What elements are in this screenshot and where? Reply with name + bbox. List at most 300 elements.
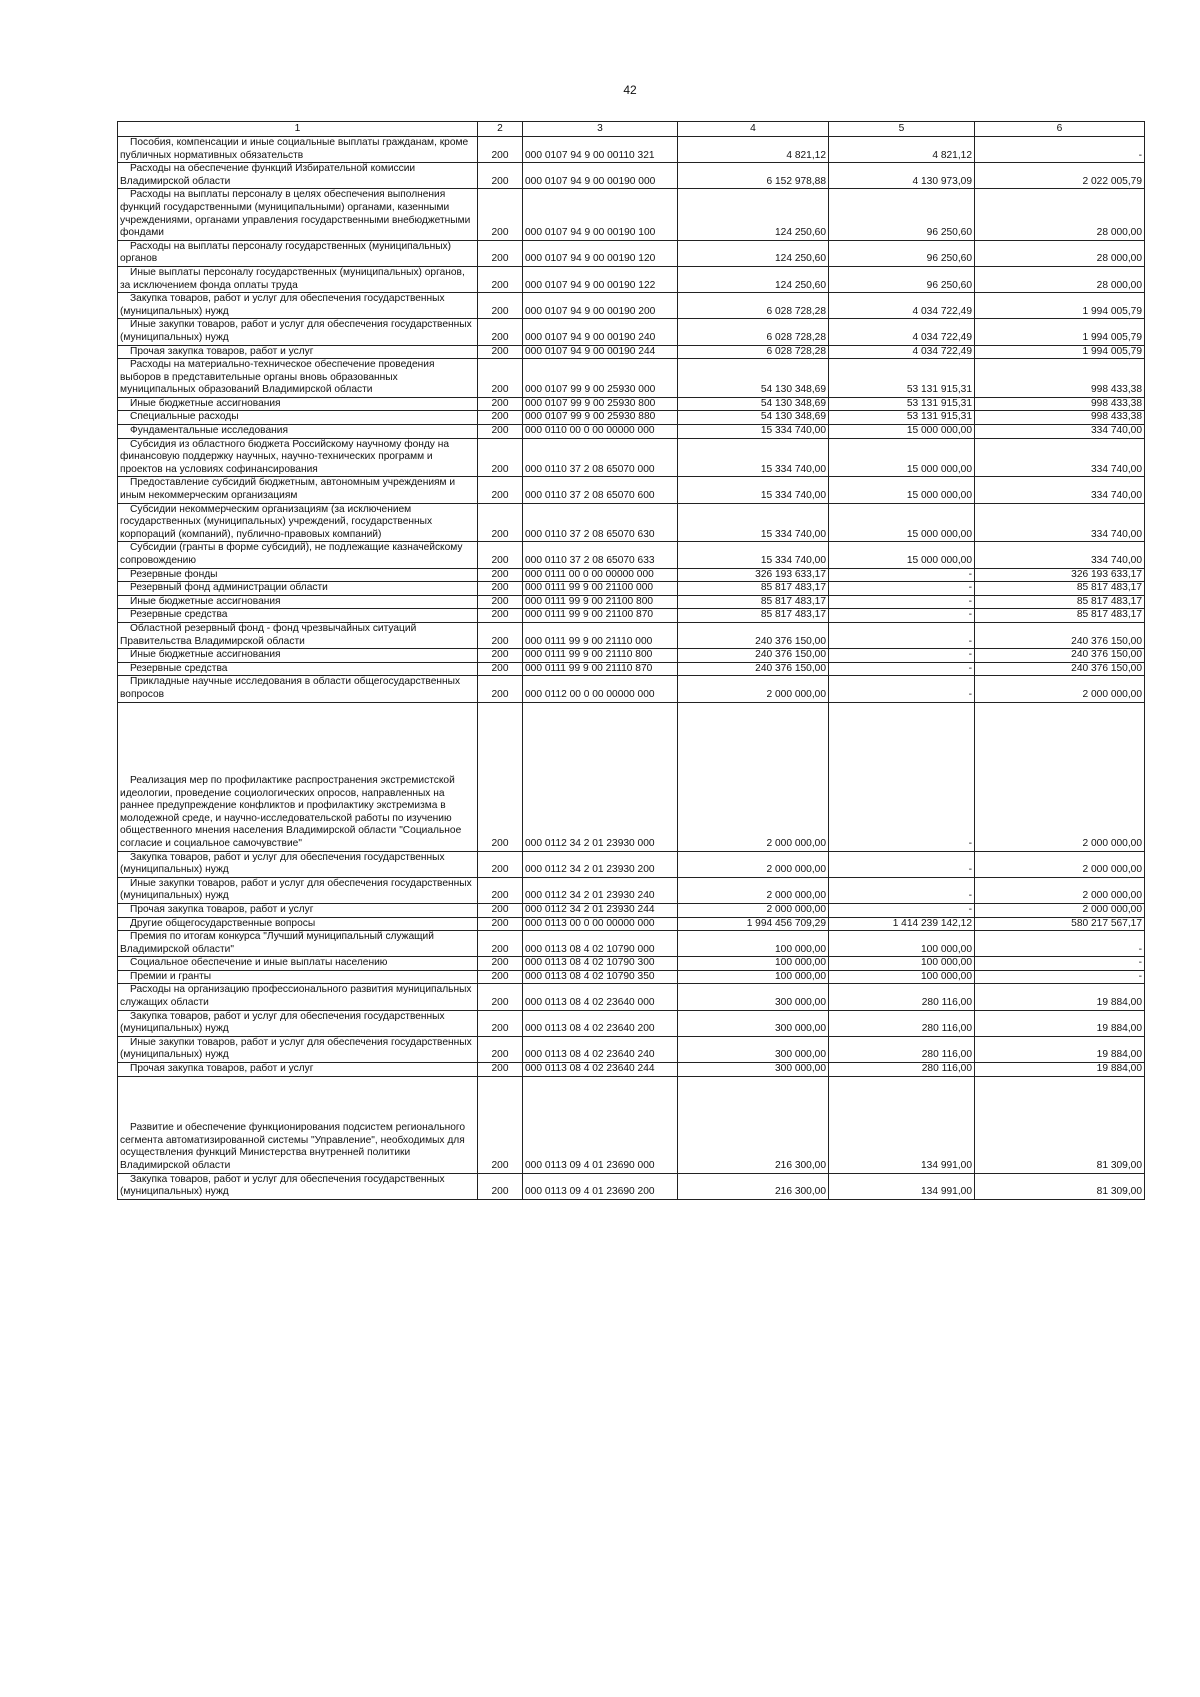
row-name-text: Иные бюджетные ассигнования [130,649,281,661]
row-column-2: 200 [478,425,523,439]
row-amount-5: 4 034 722,49 [829,319,975,345]
row-name [118,1036,478,1062]
row-name-text: Расходы на обеспечение функций Избирательной комиссии Владимирской области [120,163,416,187]
row-name [118,649,478,663]
row-name-text: Прочая закупка товаров, работ и услуг [130,903,314,915]
table-row [118,1076,1145,1173]
page-number: 42 [623,83,637,97]
table-row [118,609,1145,623]
row-amount-4: 240 376 150,00 [678,662,829,676]
row-amount-5: 1 414 239 142,12 [829,917,975,931]
row-amount-4: 240 376 150,00 [678,649,829,663]
row-column-2: 200 [478,397,523,411]
row-amount-4: 326 193 633,17 [678,568,829,582]
row-name [118,293,478,319]
header-col-3: 3 [523,122,678,137]
row-name [118,1173,478,1199]
table-row [118,542,1145,568]
row-name [118,1063,478,1077]
row-amount-4: 2 000 000,00 [678,903,829,917]
row-amount-5: 280 116,00 [829,984,975,1010]
table-row [118,676,1145,702]
row-amount-5: 53 131 915,31 [829,411,975,425]
row-amount-5: 100 000,00 [829,970,975,984]
table-row [118,1036,1145,1062]
row-code: 000 0110 37 2 08 65070 600 [523,477,678,503]
row-column-2: 200 [478,293,523,319]
row-name-text: Иные закупки товаров, работ и услуг для обеспечения государственных (муниципальных) нужд [120,319,472,343]
row-code: 000 0113 08 4 02 10790 000 [523,931,678,957]
row-amount-5: - [829,662,975,676]
row-amount-6: 334 740,00 [975,542,1145,568]
row-name-text: Закупка товаров, работ и услуг для обеспечения государственных (муниципальных) нужд [120,1010,445,1035]
row-code: 000 0110 37 2 08 65070 630 [523,503,678,542]
row-amount-5: 96 250,60 [829,240,975,266]
row-amount-4: 15 334 740,00 [678,542,829,568]
row-amount-5: 15 000 000,00 [829,503,975,542]
row-column-2: 200 [478,477,523,503]
row-amount-6: 28 000,00 [975,240,1145,266]
row-name-text: Иные закупки товаров, работ и услуг для обеспечения государственных (муниципальных) нужд [120,877,472,902]
row-amount-6: 1 994 005,79 [975,293,1145,319]
row-column-2: 200 [478,1173,523,1199]
row-amount-5: - [829,595,975,609]
row-amount-6: 2 000 000,00 [975,676,1145,702]
row-amount-4: 2 000 000,00 [678,702,829,851]
row-column-2: 200 [478,503,523,542]
row-column-2: 200 [478,568,523,582]
row-name [118,917,478,931]
row-code: 000 0107 94 9 00 00110 321 [523,137,678,163]
row-amount-6: 334 740,00 [975,503,1145,542]
row-code: 000 0107 99 9 00 25930 800 [523,397,678,411]
table-row [118,582,1145,596]
row-name [118,970,478,984]
row-code: 000 0107 99 9 00 25930 000 [523,359,678,398]
row-name-text: Иные бюджетные ассигнования [130,595,281,607]
row-name [118,1010,478,1036]
row-name [118,931,478,957]
row-column-2: 200 [478,984,523,1010]
row-amount-6: 1 994 005,79 [975,345,1145,359]
row-name-text: Субсидия из областного бюджета Российскому научному фонду на финансовую поддержку научных, научно-технических программ и проектов на условиях софинансирования [120,438,450,475]
row-name-text: Закупка товаров, работ и услуг для обеспечения государственных (муниципальных) нужд [120,851,445,876]
row-name [118,542,478,568]
row-name-text: Прочая закупка товаров, работ и услуг [130,1063,314,1075]
row-name [118,662,478,676]
row-column-2: 200 [478,137,523,163]
row-code: 000 0111 00 0 00 00000 000 [523,568,678,582]
row-code: 000 0107 99 9 00 25930 880 [523,411,678,425]
table-row [118,702,1145,851]
row-code: 000 0112 34 2 01 23930 200 [523,851,678,877]
row-amount-4: 100 000,00 [678,957,829,971]
row-name-text: Иные выплаты персоналу государственных (муниципальных) органов, за исключением фонда оплаты труда [120,266,465,291]
row-code: 000 0111 99 9 00 21110 870 [523,662,678,676]
row-amount-6: 998 433,38 [975,397,1145,411]
row-amount-5: 15 000 000,00 [829,438,975,477]
row-column-2: 200 [478,595,523,609]
row-amount-6: 326 193 633,17 [975,568,1145,582]
row-amount-6: 240 376 150,00 [975,649,1145,663]
table-row [118,397,1145,411]
table-row [118,438,1145,477]
table-row [118,503,1145,542]
row-amount-5: 280 116,00 [829,1036,975,1062]
row-amount-6: - [975,970,1145,984]
table-row [118,477,1145,503]
header-col-6: 6 [975,122,1145,137]
row-name [118,851,478,877]
row-amount-6: 28 000,00 [975,266,1145,292]
row-amount-4: 300 000,00 [678,1063,829,1077]
table-row [118,851,1145,877]
row-amount-4: 85 817 483,17 [678,595,829,609]
row-column-2: 200 [478,702,523,851]
row-amount-5: 96 250,60 [829,266,975,292]
row-code: 000 0111 99 9 00 21100 800 [523,595,678,609]
table-row [118,984,1145,1010]
table-row [118,568,1145,582]
row-name [118,411,478,425]
row-amount-5: 96 250,60 [829,189,975,240]
row-amount-4: 2 000 000,00 [678,877,829,903]
row-name-text: Расходы на организацию профессионального развития муниципальных служащих области [120,984,472,1009]
row-amount-6: - [975,957,1145,971]
row-name-text: Областной резервный фонд - фонд чрезвычайных ситуаций Правительства Владимирской области [120,622,417,647]
row-name-text: Резервные средства [130,662,228,674]
row-amount-6: 28 000,00 [975,189,1145,240]
row-column-2: 200 [478,877,523,903]
table-row [118,662,1145,676]
table-row [118,266,1145,292]
row-amount-6: 81 309,00 [975,1173,1145,1199]
row-amount-6: 2 000 000,00 [975,877,1145,903]
row-code: 000 0113 08 4 02 23640 244 [523,1063,678,1077]
row-name-text: Социальное обеспечение и иные выплаты населению [130,957,388,969]
row-code: 000 0112 34 2 01 23930 000 [523,702,678,851]
row-amount-5: 4 821,12 [829,137,975,163]
row-amount-4: 300 000,00 [678,984,829,1010]
row-code: 000 0107 94 9 00 00190 000 [523,163,678,189]
table-row [118,622,1145,648]
row-column-2: 200 [478,917,523,931]
row-amount-6: 85 817 483,17 [975,595,1145,609]
row-amount-5: 280 116,00 [829,1063,975,1077]
row-amount-4: 15 334 740,00 [678,477,829,503]
row-amount-6: 19 884,00 [975,1010,1145,1036]
row-amount-6: 19 884,00 [975,984,1145,1010]
row-amount-4: 54 130 348,69 [678,359,829,398]
row-name-text: Закупка товаров, работ и услуг для обеспечения государственных (муниципальных) нужд [120,1173,445,1198]
row-amount-4: 85 817 483,17 [678,609,829,623]
row-amount-6: 998 433,38 [975,359,1145,398]
row-amount-6: 334 740,00 [975,477,1145,503]
table-row [118,970,1145,984]
table-row [118,411,1145,425]
row-name-text: Закупка товаров, работ и услуг для обеспечения государственных (муниципальных) нужд [120,293,445,317]
row-amount-6: 85 817 483,17 [975,609,1145,623]
row-amount-5: 280 116,00 [829,1010,975,1036]
row-code: 000 0112 34 2 01 23930 240 [523,877,678,903]
table-row [118,649,1145,663]
row-name [118,438,478,477]
row-column-2: 200 [478,582,523,596]
row-amount-4: 2 000 000,00 [678,851,829,877]
row-amount-6: 2 000 000,00 [975,702,1145,851]
row-column-2: 200 [478,438,523,477]
row-code: 000 0110 37 2 08 65070 000 [523,438,678,477]
row-column-2: 200 [478,1010,523,1036]
row-amount-4: 124 250,60 [678,189,829,240]
row-amount-5: - [829,649,975,663]
table-row [118,240,1145,266]
row-amount-4: 240 376 150,00 [678,622,829,648]
row-amount-5: - [829,851,975,877]
row-column-2: 200 [478,957,523,971]
row-column-2: 200 [478,319,523,345]
row-code: 000 0113 09 4 01 23690 000 [523,1076,678,1173]
row-column-2: 200 [478,240,523,266]
row-code: 000 0113 08 4 02 23640 000 [523,984,678,1010]
row-column-2: 200 [478,931,523,957]
table-row [118,595,1145,609]
row-code: 000 0107 94 9 00 00190 122 [523,266,678,292]
row-amount-6: 334 740,00 [975,438,1145,477]
row-column-2: 200 [478,1036,523,1062]
row-amount-4: 100 000,00 [678,931,829,957]
row-amount-5: - [829,609,975,623]
row-name-text: Иные бюджетные ассигнования [130,397,281,409]
header-col-5: 5 [829,122,975,137]
row-name-text: Резервные фонды [130,568,218,580]
row-amount-5: - [829,702,975,851]
table-row [118,877,1145,903]
row-amount-5: - [829,622,975,648]
row-amount-5: 15 000 000,00 [829,542,975,568]
row-name [118,1076,478,1173]
row-amount-5: - [829,903,975,917]
header-col-4: 4 [678,122,829,137]
row-name [118,359,478,398]
row-amount-4: 216 300,00 [678,1076,829,1173]
row-name [118,877,478,903]
row-amount-5: - [829,877,975,903]
row-amount-5: - [829,568,975,582]
header-col-1: 1 [118,122,478,137]
row-name-text: Расходы на выплаты персоналу государственных (муниципальных) органов [120,240,452,265]
row-amount-6: 240 376 150,00 [975,622,1145,648]
row-amount-4: 124 250,60 [678,266,829,292]
row-code: 000 0112 00 0 00 00000 000 [523,676,678,702]
row-name [118,503,478,542]
row-name [118,477,478,503]
row-amount-4: 1 994 456 709,29 [678,917,829,931]
row-amount-6: 334 740,00 [975,425,1145,439]
row-column-2: 200 [478,359,523,398]
row-name [118,676,478,702]
row-amount-4: 6 028 728,28 [678,293,829,319]
row-name-text: Премии и гранты [130,970,212,982]
row-name [118,595,478,609]
row-amount-5: 15 000 000,00 [829,425,975,439]
row-amount-5: 100 000,00 [829,931,975,957]
row-code: 000 0113 00 0 00 00000 000 [523,917,678,931]
row-amount-6: 1 994 005,79 [975,319,1145,345]
row-column-2: 200 [478,1076,523,1173]
row-amount-6: 19 884,00 [975,1063,1145,1077]
row-amount-6: 2 000 000,00 [975,903,1145,917]
row-amount-6: 580 217 567,17 [975,917,1145,931]
row-amount-6: 2 022 005,79 [975,163,1145,189]
table-row [118,293,1145,319]
row-amount-6: 81 309,00 [975,1076,1145,1173]
row-amount-6: - [975,931,1145,957]
row-name-text: Специальные расходы [130,411,239,423]
table-row [118,903,1145,917]
table-row [118,359,1145,398]
row-amount-5: 53 131 915,31 [829,359,975,398]
row-amount-4: 15 334 740,00 [678,438,829,477]
table-row [118,345,1145,359]
row-code: 000 0110 00 0 00 00000 000 [523,425,678,439]
row-name [118,984,478,1010]
row-name-text: Прикладные научные исследования в области общегосударственных вопросов [120,676,461,700]
row-name-text: Премия по итогам конкурса "Лучший муниципальный служащий Владимирской области" [120,931,434,955]
row-code: 000 0111 99 9 00 21110 800 [523,649,678,663]
row-column-2: 200 [478,411,523,425]
row-name [118,163,478,189]
row-code: 000 0107 94 9 00 00190 100 [523,189,678,240]
row-amount-4: 85 817 483,17 [678,582,829,596]
row-column-2: 200 [478,1063,523,1077]
table-row [118,1063,1145,1077]
row-column-2: 200 [478,649,523,663]
row-name [118,240,478,266]
row-name [118,397,478,411]
row-amount-4: 6 028 728,28 [678,345,829,359]
header-col-2: 2 [478,122,523,137]
row-code: 000 0111 99 9 00 21100 870 [523,609,678,623]
header-row [118,122,1145,137]
row-amount-4: 4 821,12 [678,137,829,163]
row-amount-5: 100 000,00 [829,957,975,971]
row-name-text: Иные закупки товаров, работ и услуг для обеспечения государственных (муниципальных) нужд [120,1036,472,1061]
row-column-2: 200 [478,266,523,292]
row-name [118,582,478,596]
row-name-text: Расходы на выплаты персоналу в целях обеспечения выполнения функций государственными (муниципальными) органами, казенными учреждениями, органами управления государственными внебюджетными фондами [120,189,471,239]
row-name-text: Другие общегосударственные вопросы [130,917,316,929]
row-name [118,957,478,971]
row-amount-4: 216 300,00 [678,1173,829,1199]
budget-table [117,121,1145,1200]
table-row [118,189,1145,240]
row-name [118,622,478,648]
table-row [118,1173,1145,1199]
row-code: 000 0113 08 4 02 10790 350 [523,970,678,984]
row-name-text: Фундаментальные исследования [130,425,288,437]
row-amount-5: 134 991,00 [829,1173,975,1199]
row-code: 000 0113 08 4 02 23640 200 [523,1010,678,1036]
row-code: 000 0111 99 9 00 21110 000 [523,622,678,648]
row-code: 000 0111 99 9 00 21100 000 [523,582,678,596]
row-amount-5: 134 991,00 [829,1076,975,1173]
row-name [118,568,478,582]
row-amount-5: - [829,676,975,702]
table-row [118,917,1145,931]
row-amount-4: 300 000,00 [678,1010,829,1036]
row-code: 000 0112 34 2 01 23930 244 [523,903,678,917]
row-name [118,425,478,439]
row-amount-4: 54 130 348,69 [678,411,829,425]
row-name-text: Резервный фонд администрации области [130,582,328,594]
row-code: 000 0113 09 4 01 23690 200 [523,1173,678,1199]
row-name [118,137,478,163]
row-name-text: Субсидии некоммерческим организациям (за исключением государственных (муниципальных) учреждений, государственных корпораций (компаний), публично-правовых компаний) [120,503,433,540]
row-amount-6: - [975,137,1145,163]
row-code: 000 0110 37 2 08 65070 633 [523,542,678,568]
row-name-text: Субсидии (гранты в форме субсидий), не подлежащие казначейскому сопровождению [120,542,463,566]
row-column-2: 200 [478,345,523,359]
row-column-2: 200 [478,609,523,623]
row-amount-6: 2 000 000,00 [975,851,1145,877]
row-code: 000 0107 94 9 00 00190 200 [523,293,678,319]
row-name-text: Расходы на материально-техническое обеспечение проведения выборов в представительные органы вновь образованных муниципальных образований Владимирской области [120,359,435,396]
table-row [118,137,1145,163]
row-column-2: 200 [478,542,523,568]
row-code: 000 0107 94 9 00 00190 120 [523,240,678,266]
row-name-text: Развитие и обеспечение функционирования подсистем регионального сегмента автоматизированной системы "Управление", необходимых для осуществления функций Министерства внутренней политики Владимирской области [120,1122,466,1172]
row-column-2: 200 [478,163,523,189]
row-column-2: 200 [478,676,523,702]
row-amount-5: 53 131 915,31 [829,397,975,411]
table-row [118,163,1145,189]
row-amount-4: 2 000 000,00 [678,676,829,702]
row-column-2: 200 [478,189,523,240]
row-code: 000 0113 08 4 02 23640 240 [523,1036,678,1062]
row-amount-4: 100 000,00 [678,970,829,984]
row-name-text: Резервные средства [130,609,228,621]
table-row [118,425,1145,439]
row-code: 000 0107 94 9 00 00190 244 [523,345,678,359]
row-column-2: 200 [478,851,523,877]
row-name-text: Предоставление субсидий бюджетным, автономным учреждениям и иным некоммерческим организациям [120,477,456,502]
row-amount-5: 4 034 722,49 [829,293,975,319]
row-name-text: Реализация мер по профилактике распространения экстремистской идеологии, проведение социологических опросов, направленных на раннее предупреждение конфликтов и профилактику экстремизма в молодежной среде, и научно-исследовательской работы по изучению общественного мнения населения Владимирской области "Социальное согласие и социальное самочувствие" [120,774,462,849]
row-amount-4: 6 028 728,28 [678,319,829,345]
row-column-2: 200 [478,970,523,984]
table-row [118,957,1145,971]
table-row [118,319,1145,345]
row-amount-5: 4 130 973,09 [829,163,975,189]
row-column-2: 200 [478,622,523,648]
row-code: 000 0107 94 9 00 00190 240 [523,319,678,345]
row-name-text: Пособия, компенсации и иные социальные выплаты гражданам, кроме публичных нормативных обязательств [120,137,469,161]
row-column-2: 200 [478,662,523,676]
row-amount-5: - [829,582,975,596]
row-name [118,609,478,623]
row-amount-5: 15 000 000,00 [829,477,975,503]
row-amount-6: 19 884,00 [975,1036,1145,1062]
table-row [118,1010,1145,1036]
row-amount-6: 998 433,38 [975,411,1145,425]
table-row [118,931,1145,957]
row-name-text: Прочая закупка товаров, работ и услуг [130,345,314,357]
row-name [118,702,478,851]
row-amount-4: 300 000,00 [678,1036,829,1062]
row-name [118,345,478,359]
row-amount-4: 124 250,60 [678,240,829,266]
